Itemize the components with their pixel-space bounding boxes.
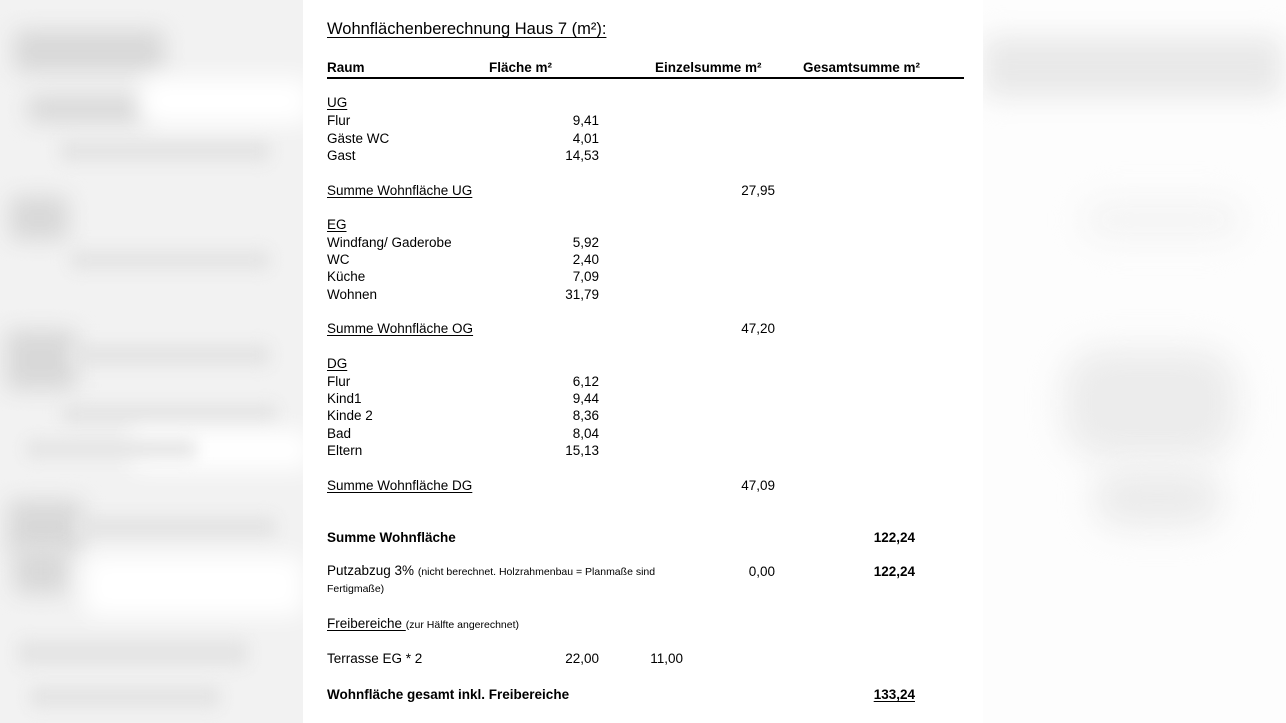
floor-heading-dg: DG	[327, 356, 348, 371]
section-summary-label: Summe Wohnfläche OG	[327, 321, 474, 336]
room-name: Eltern	[327, 443, 363, 458]
plaster-deduction-note: (nicht berechnet. Holzrahmenbau = Planmaße sind Fertigmaße)	[327, 566, 656, 595]
area-calculation-table	[303, 0, 983, 723]
floor-heading-row	[303, 94, 983, 112]
room-area: 8,04	[572, 426, 599, 441]
room-name: Flur	[327, 113, 351, 128]
column-header-raum: Raum	[327, 60, 365, 75]
header-rule	[327, 77, 964, 79]
room-area: 5,92	[572, 235, 599, 250]
room-name: Küche	[327, 269, 366, 284]
table-row	[303, 407, 983, 425]
plaster-deduction-label: Putzabzug 3%	[327, 563, 415, 578]
plaster-deduction-label-wrap	[327, 563, 687, 597]
document-page	[303, 0, 983, 723]
table-row	[303, 147, 983, 165]
column-header-gesamtsumme: Gesamtsumme m²	[803, 60, 921, 75]
room-area-half: 11,00	[650, 651, 683, 666]
floor-heading-row	[303, 216, 983, 234]
section-summary-row	[303, 477, 983, 495]
open-areas-heading-row	[303, 615, 983, 633]
room-area: 22,00	[565, 651, 599, 666]
room-name: Gäste WC	[327, 131, 390, 146]
room-name: Windfang/ Gaderobe	[327, 235, 452, 250]
room-area: 2,40	[572, 252, 599, 267]
grand-total-row	[303, 686, 983, 704]
table-row	[303, 390, 983, 408]
table-row	[303, 268, 983, 286]
floor-heading-eg: EG	[327, 217, 347, 232]
room-area: 9,41	[572, 113, 599, 128]
table-row	[303, 130, 983, 148]
table-row	[303, 425, 983, 443]
section-summary-value: 47,20	[741, 321, 775, 336]
grand-total-value: 133,24	[873, 687, 915, 702]
room-area: 9,44	[572, 391, 599, 406]
page-title: Wohnflächenberechnung Haus 7 (m²):	[327, 20, 607, 38]
table-header-row	[303, 59, 983, 79]
room-name: WC	[327, 252, 350, 267]
column-header-flaeche: Fläche m²	[489, 60, 553, 75]
room-area: 15,13	[565, 443, 599, 458]
section-summary-row	[303, 182, 983, 200]
open-areas-note: (zur Hälfte angerechnet)	[405, 619, 520, 631]
total-living-area-value: 122,24	[873, 530, 915, 545]
table-row	[303, 251, 983, 269]
section-summary-label: Summe Wohnfläche UG	[327, 183, 473, 198]
grand-total-label: Wohnfläche gesamt inkl. Freibereiche	[327, 687, 570, 702]
plaster-deduction-row	[303, 563, 983, 597]
room-area: 14,53	[565, 148, 599, 163]
section-summary-row	[303, 320, 983, 338]
room-area: 6,12	[572, 374, 599, 389]
room-name: Wohnen	[327, 287, 378, 302]
plaster-deduction-gesamtsumme: 122,24	[873, 564, 915, 579]
open-areas-heading-wrap	[327, 615, 519, 634]
room-name: Terrasse EG * 2	[327, 651, 423, 666]
floor-heading-ug: UG	[327, 95, 348, 110]
table-row	[303, 234, 983, 252]
plaster-deduction-einzelsumme: 0,00	[748, 564, 775, 579]
room-name: Kinde 2	[327, 408, 373, 423]
table-row	[303, 650, 983, 668]
room-area: 31,79	[565, 287, 599, 302]
blurred-background-left	[0, 0, 303, 723]
section-summary-value: 47,09	[741, 478, 775, 493]
table-row	[303, 373, 983, 391]
total-living-area-row	[303, 529, 983, 547]
total-living-area-label: Summe Wohnfläche	[327, 530, 456, 545]
section-summary-label: Summe Wohnfläche DG	[327, 478, 473, 493]
room-name: Bad	[327, 426, 352, 441]
table-row	[303, 442, 983, 460]
room-name: Gast	[327, 148, 356, 163]
table-row	[303, 286, 983, 304]
column-header-einzelsumme: Einzelsumme m²	[655, 60, 762, 75]
section-summary-value: 27,95	[741, 183, 775, 198]
blurred-background-right	[983, 0, 1286, 723]
room-area: 8,36	[572, 408, 599, 423]
floor-heading-row	[303, 355, 983, 373]
room-name: Kind1	[327, 391, 362, 406]
room-name: Flur	[327, 374, 351, 389]
table-row	[303, 112, 983, 130]
room-area: 4,01	[572, 131, 599, 146]
room-area: 7,09	[572, 269, 599, 284]
open-areas-label: Freibereiche	[327, 616, 406, 631]
